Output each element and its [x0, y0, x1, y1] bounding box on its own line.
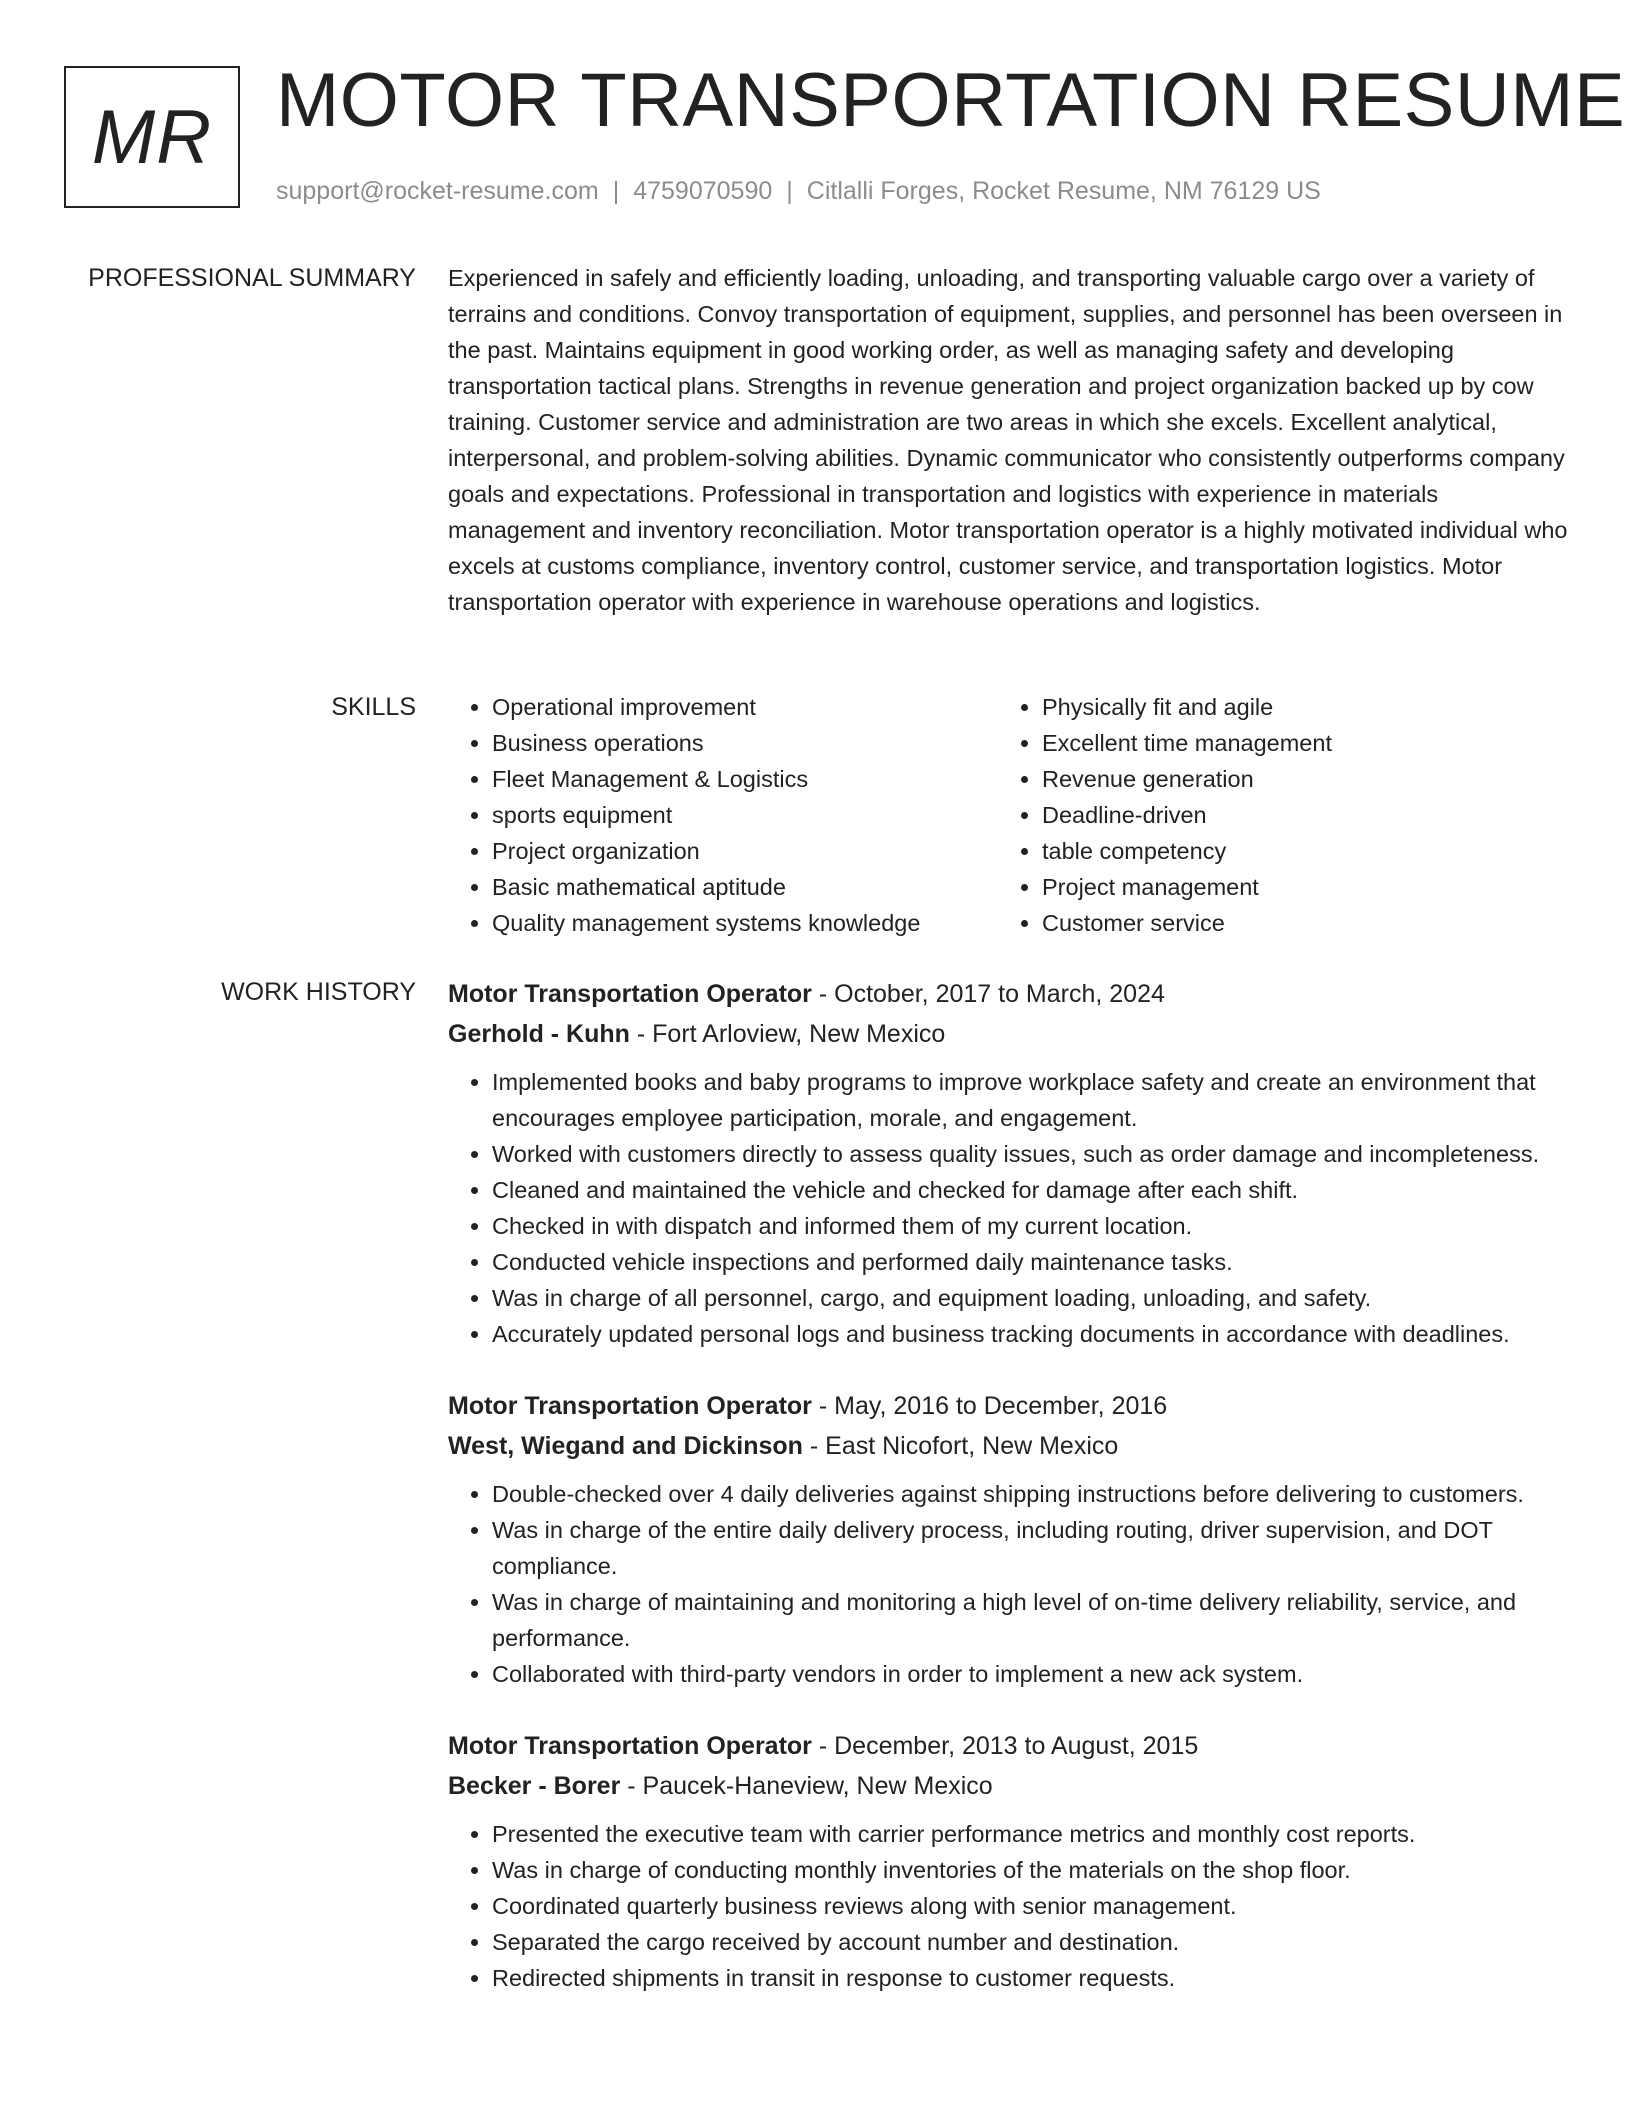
skill-item: • Fleet Management & Logistics	[492, 761, 998, 797]
job-dates: - October, 2017 to March, 2024	[811, 980, 1165, 1008]
job-dates: - May, 2016 to December, 2016	[811, 1392, 1168, 1420]
job-company: Gerhold - Kuhn	[448, 1020, 630, 1048]
skill-item: • Customer service	[1042, 905, 1548, 941]
work-history-body	[448, 974, 1570, 2030]
job-bullet: • Accurately updated personal logs and business tracking documents in accordance with deadlines.	[492, 1316, 1570, 1352]
contact-phone: 4759070590	[633, 177, 773, 205]
job-entry	[448, 1726, 1570, 1996]
job-bullet: • Cleaned and maintained the vehicle and checked for damage after each shift.	[492, 1172, 1570, 1208]
skill-item: • Deadline-driven	[1042, 797, 1548, 833]
job-title: Motor Transportation Operator	[448, 1732, 812, 1760]
job-dates: - December, 2013 to August, 2015	[811, 1732, 1199, 1760]
job-location: - Paucek-Haneview, New Mexico	[620, 1772, 993, 1800]
skill-item: • Excellent time management	[1042, 725, 1548, 761]
contact-line	[276, 176, 1321, 206]
job-bullet: • Was in charge of all personnel, cargo, and equipment loading, unloading, and safety.	[492, 1280, 1570, 1316]
job-bullet: • Redirected shipments in transit in response to customer requests.	[492, 1960, 1570, 1996]
skills-list-left	[448, 689, 998, 941]
job-bullet: • Coordinated quarterly business reviews along with senior management.	[492, 1888, 1570, 1924]
skill-item: • Operational improvement	[492, 689, 998, 725]
job-bullet: • Presented the executive team with carrier performance metrics and monthly cost reports.	[492, 1816, 1570, 1852]
job-entry	[448, 1386, 1570, 1692]
skill-item: • Business operations	[492, 725, 998, 761]
job-company-line	[448, 1014, 1570, 1054]
work-history-heading: WORK HISTORY	[221, 978, 416, 1006]
skill-item: • Project organization	[492, 833, 998, 869]
job-title: Motor Transportation Operator	[448, 1392, 812, 1420]
job-entry	[448, 974, 1570, 1352]
job-bullet: • Separated the cargo received by account number and destination.	[492, 1924, 1570, 1960]
job-bullet: • Implemented books and baby programs to improve workplace safety and create an environment that encourages employee participation, morale, and engagement.	[492, 1064, 1570, 1136]
skill-item: • table competency	[1042, 833, 1548, 869]
skill-item: • sports equipment	[492, 797, 998, 833]
job-location: - Fort Arloview, New Mexico	[629, 1020, 946, 1048]
skill-item: • Project management	[1042, 869, 1548, 905]
job-bullet: • Was in charge of maintaining and monitoring a high level of on-time delivery reliability, service, and performance.	[492, 1584, 1570, 1656]
skill-item: • Basic mathematical aptitude	[492, 869, 998, 905]
skills-body	[448, 689, 1570, 941]
job-bullet: • Worked with customers directly to assess quality issues, such as order damage and incompleteness.	[492, 1136, 1570, 1172]
job-bullet: • Collaborated with third-party vendors in order to implement a new ack system.	[492, 1656, 1570, 1692]
job-bullet: • Double-checked over 4 daily deliveries against shipping instructions before delivering to customers.	[492, 1476, 1570, 1512]
job-bullet: • Was in charge of conducting monthly inventories of the materials on the shop floor.	[492, 1852, 1570, 1888]
job-title: Motor Transportation Operator	[448, 980, 812, 1008]
contact-email: support@rocket-resume.com	[276, 177, 599, 205]
job-bullets	[448, 1064, 1570, 1352]
job-company: Becker - Borer	[448, 1772, 621, 1800]
job-bullet: • Was in charge of the entire daily delivery process, including routing, driver supervision, and DOT compliance.	[492, 1512, 1570, 1584]
job-company-line	[448, 1426, 1570, 1466]
resume-title: MOTOR TRANSPORTATION RESUME	[276, 58, 1626, 143]
job-company: West, Wiegand and Dickinson	[448, 1432, 803, 1460]
job-bullet: • Checked in with dispatch and informed them of my current location.	[492, 1208, 1570, 1244]
job-title-line	[448, 1726, 1570, 1766]
job-bullet: • Conducted vehicle inspections and performed daily maintenance tasks.	[492, 1244, 1570, 1280]
job-bullets	[448, 1816, 1570, 1996]
job-location: - East Nicofort, New Mexico	[802, 1432, 1119, 1460]
summary-heading: PROFESSIONAL SUMMARY	[88, 264, 416, 292]
skill-item: • Quality management systems knowledge	[492, 905, 998, 941]
contact-separator: |	[612, 177, 620, 205]
monogram-box: MR	[64, 66, 240, 208]
job-company-line	[448, 1766, 1570, 1806]
job-title-line	[448, 974, 1570, 1014]
contact-address: Citlalli Forges, Rocket Resume, NM 76129 US	[806, 177, 1321, 205]
job-title-line	[448, 1386, 1570, 1426]
skill-item: • Revenue generation	[1042, 761, 1548, 797]
skills-heading: SKILLS	[331, 693, 416, 721]
skill-item: • Physically fit and agile	[1042, 689, 1548, 725]
job-bullets	[448, 1476, 1570, 1692]
skills-list-right	[998, 689, 1548, 941]
summary-text: Experienced in safely and efficiently loading, unloading, and transporting valuable cargo over a variety of terrains and conditions. Convoy transportation of equipment, supplies, and personnel has been overseen in the past. Maintains equipment in good working order, as well as managing safety and developing transportation tactical plans. Strengths in revenue generation and project organization backed up by cow training. Customer service and administration are two areas in which she excels. Excellent analytical, interpersonal, and problem-solving abilities. Dynamic communicator who consistently outperforms company goals and expectations. Professional in transportation and logistics with experience in materials management and inventory reconciliation. Motor transportation operator is a highly motivated individual who excels at customs compliance, inventory control, customer service, and transportation logistics. Motor transportation operator with experience in warehouse operations and logistics.	[448, 265, 1568, 615]
contact-separator: |	[786, 177, 793, 205]
